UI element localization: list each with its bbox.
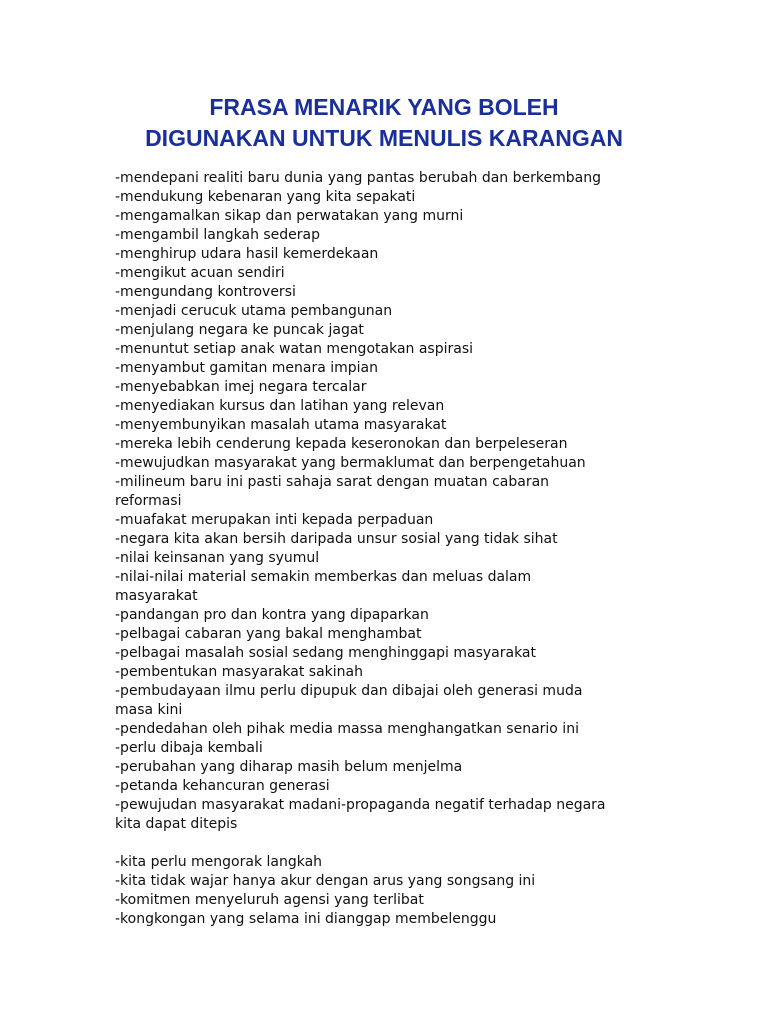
list-item: -menjulang negara ke puncak jagat <box>115 322 364 338</box>
list-item: -mewujudkan masyarakat yang bermaklumat dan berpengetahuan <box>115 455 586 471</box>
list-item: -menyembunyikan masalah utama masyarakat <box>115 417 447 433</box>
list-item: -pendedahan oleh pihak media massa menghangatkan senario ini <box>115 721 579 737</box>
list-item: -pewujudan masyarakat madani-propaganda negatif terhadap negara <box>115 797 606 813</box>
list-item: -pandangan pro dan kontra yang dipaparkan <box>115 607 429 623</box>
list-item-continuation: masyarakat <box>115 588 198 604</box>
list-item: -kita tidak wajar hanya akur dengan arus yang songsang ini <box>115 873 536 889</box>
list-item-continuation: kita dapat ditepis <box>115 816 238 832</box>
page-title <box>0 92 768 154</box>
list-item: -mendepani realiti baru dunia yang pantas berubah dan berkembang <box>115 170 601 186</box>
list-item: -menyediakan kursus dan latihan yang relevan <box>115 398 445 414</box>
list-item: -mereka lebih cenderung kepada keseronokan dan berpeleseran <box>115 436 568 452</box>
list-item-continuation: masa kini <box>115 702 183 718</box>
list-item: -menyebabkan imej negara tercalar <box>115 379 367 395</box>
list-item: -muafakat merupakan inti kepada perpaduan <box>115 512 434 528</box>
list-item: -perubahan yang diharap masih belum menjelma <box>115 759 463 775</box>
list-item: -pembentukan masyarakat sakinah <box>115 664 363 680</box>
list-item: -perlu dibaja kembali <box>115 740 263 756</box>
phrase-list <box>115 169 655 929</box>
list-item: -menghirup udara hasil kemerdekaan <box>115 246 379 262</box>
title-line-2: DIGUNAKAN UNTUK MENULIS KARANGAN <box>145 125 623 151</box>
list-item: -milineum baru ini pasti sahaja sarat dengan muatan cabaran <box>115 474 550 490</box>
list-item: -mengambil langkah sederap <box>115 227 321 243</box>
list-item: -pelbagai masalah sosial sedang menghinggapi masyarakat <box>115 645 537 661</box>
list-item: -mengundang kontroversi <box>115 284 296 300</box>
list-item: -petanda kehancuran generasi <box>115 778 330 794</box>
list-item: -nilai-nilai material semakin memberkas dan meluas dalam <box>115 569 532 585</box>
list-item: -kita perlu mengorak langkah <box>115 854 323 870</box>
list-item: -menuntut setiap anak watan mengotakan aspirasi <box>115 341 474 357</box>
list-item: -pelbagai cabaran yang bakal menghambat <box>115 626 422 642</box>
list-item: -mengamalkan sikap dan perwatakan yang murni <box>115 208 464 224</box>
list-item: -nilai keinsanan yang syumul <box>115 550 320 566</box>
list-item: -negara kita akan bersih daripada unsur sosial yang tidak sihat <box>115 531 558 547</box>
title-line-1: FRASA MENARIK YANG BOLEH <box>209 94 559 120</box>
list-item: -mengikut acuan sendiri <box>115 265 285 281</box>
list-item: -pembudayaan ilmu perlu dipupuk dan dibajai oleh generasi muda <box>115 683 583 699</box>
list-item-continuation: reformasi <box>115 493 182 509</box>
list-item: -komitmen menyeluruh agensi yang terlibat <box>115 892 424 908</box>
list-item: -kongkongan yang selama ini dianggap membelenggu <box>115 911 497 927</box>
list-item: -mendukung kebenaran yang kita sepakati <box>115 189 416 205</box>
list-item: -menjadi cerucuk utama pembangunan <box>115 303 393 319</box>
list-item: -menyambut gamitan menara impian <box>115 360 379 376</box>
